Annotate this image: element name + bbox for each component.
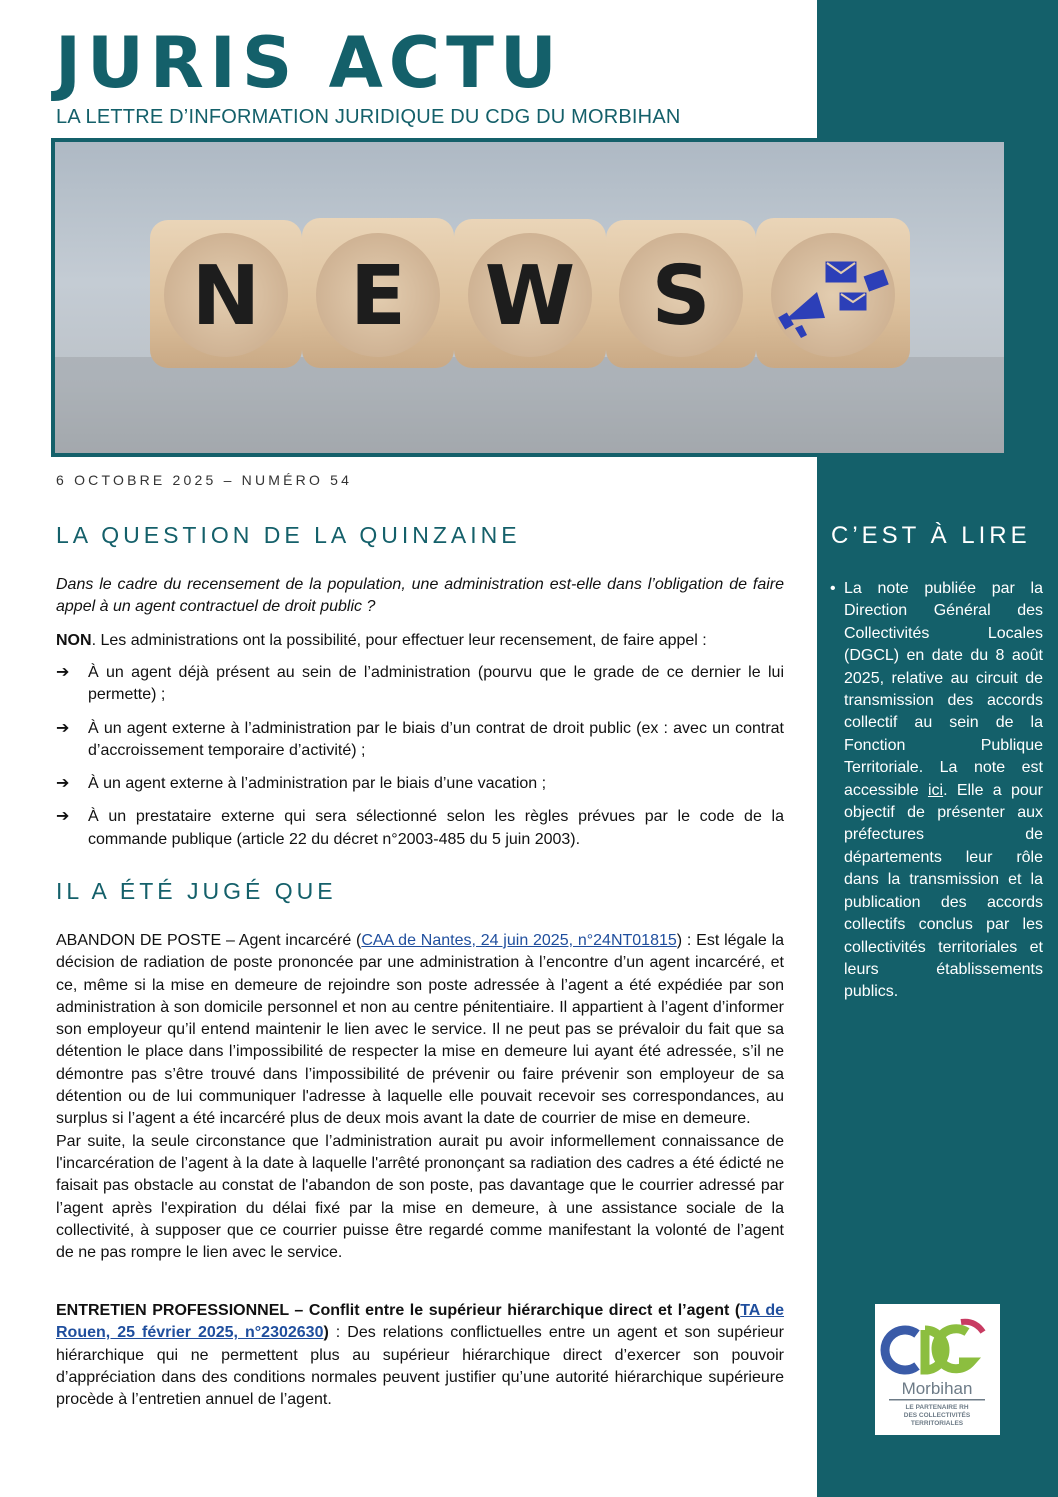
list-item bbox=[56, 806, 784, 851]
answer-rest: . Les administrations ont la possibilité, pour effectuer leur recensement, de faire appel : bbox=[91, 632, 707, 649]
wood-block-w bbox=[454, 219, 606, 368]
cdg-morbihan-logo bbox=[875, 1304, 1000, 1435]
bullet-icon: • bbox=[830, 580, 836, 597]
list-item-text: À un agent externe à l’administration par le biais d’un contrat de droit public (ex : avec un contrat d’accroissement temporaire d’activité) ; bbox=[88, 719, 784, 759]
answer-options-list bbox=[56, 662, 784, 862]
question-text bbox=[56, 574, 784, 619]
case2-body: : Des relations conflictuelles entre un agent et son supérieur hiérarchique qui ne permettent plus au supérieur hiérarchique direct d’exercer son pouvoir d’appréciation dans des conditions normales peuvent justifier qu’une autorité hiérarchique supérieure procède à l’entretien annuel de l’agent. bbox=[56, 1324, 784, 1409]
case1-decision-link[interactable]: CAA de Nantes, 24 juin 2025, n°24NT01815 bbox=[361, 932, 677, 949]
list-item bbox=[56, 773, 784, 795]
list-item bbox=[56, 662, 784, 707]
list-item-text: À un agent déjà présent au sein de l’administration (pourvu que le grade de ce dernier le lui permette) ; bbox=[88, 664, 784, 704]
sidebar-note-link[interactable]: ici bbox=[927, 781, 944, 799]
list-item-text: À un prestataire externe qui sera sélectionné selon les règles prévues par le code de la commande publique (article 22 du décret n°2003-485 du 5 juin 2003). bbox=[88, 808, 784, 848]
news-blocks-illustration bbox=[55, 142, 1004, 453]
block-letter: N bbox=[191, 249, 261, 344]
newsletter-subtitle: LA LETTRE D’INFORMATION JURIDIQUE DU CDG DU MORBIHAN bbox=[56, 106, 681, 128]
issue-dateline: 6 OCTOBRE 2025 – NUMÉRO 54 bbox=[56, 472, 353, 488]
case-abandon-de-poste bbox=[56, 930, 784, 1264]
arrow-right-icon: ➔ bbox=[56, 808, 70, 826]
question-paragraph: Dans le cadre du recensement de la population, une administration est-elle dans l’obligation de faire appel à un agent contractuel de droit public ? bbox=[56, 576, 784, 616]
sidebar-text: La note publiée par la Direction Général des Collectivités Locales (DGCL) en date du 8 août 2025, relative au circuit de transmission des accords collectif au sein de la Fonction Publique Territoriale. La note est accessible bbox=[844, 580, 1043, 799]
sidebar-list bbox=[828, 578, 1043, 1004]
arrow-right-icon: ➔ bbox=[56, 775, 70, 793]
wood-block-e bbox=[302, 218, 454, 368]
block-letter: W bbox=[484, 249, 576, 344]
block-letter: S bbox=[651, 249, 711, 344]
cdg-logo-mark bbox=[875, 1304, 1000, 1435]
wood-block-megaphone bbox=[756, 218, 910, 368]
case1-title-close: ) bbox=[676, 932, 683, 949]
arrow-right-icon: ➔ bbox=[56, 664, 70, 681]
list-item-text: À un agent externe à l’administration par le biais d’une vacation ; bbox=[88, 775, 547, 793]
judged-heading: IL A ÉTÉ JUGÉ QUE bbox=[56, 878, 337, 904]
question-heading: LA QUESTION DE LA QUINZAINE bbox=[56, 522, 521, 548]
sidebar-heading: C’EST À LIRE bbox=[831, 522, 1031, 549]
wood-block-s bbox=[606, 220, 756, 368]
block-letter: E bbox=[349, 249, 407, 344]
logo-tagline: DES COLLECTIVITÉS bbox=[903, 1412, 971, 1419]
logo-tagline: LE PARTENAIRE RH bbox=[905, 1404, 969, 1411]
newsletter-title: JURIS ACTU bbox=[55, 22, 563, 104]
wood-block-n bbox=[150, 220, 302, 368]
list-item bbox=[828, 578, 1043, 1004]
logo-tagline: TERRITORIALES bbox=[910, 1420, 964, 1427]
arrow-right-icon: ➔ bbox=[56, 719, 70, 737]
sidebar-text-continued: . Elle a pour objectif de présenter aux préfectures de départements leur rôle dans la transmission et la publication des accords collectifs conclus par les collectivités territoriales et leurs établissements publics. bbox=[844, 781, 1043, 1001]
case-entretien-professionnel bbox=[56, 1300, 784, 1411]
case2-paren-open: ( bbox=[734, 1302, 741, 1319]
hero-image bbox=[51, 138, 1004, 457]
case1-body: : Est légale la décision de radiation de poste prononcée par une administration à l’encontre d’un agent incarcéré, et ce, même si la mise en demeure de rejoindre son poste adressée à l’agent a été expédiée par son administration à son domicile personnel et non au centre pénitentiaire. Il appartient à l’agent d’informer son employeur qu’il entend maintenir le lien avec le service. Il ne peut pas se prévaloir du fait que sa détention le place dans l’impossibilité de respecter la mise en demeure lui ayant été adressée, s’il ne démontre pas s’être trouvé dans l’impossibilité de prévenir ou faire prévenir son employeur de sa détention ou de lui communiquer l'adresse à laquelle elle pouvait recevoir ses correspondances, au surplus si l’agent a été incarcéré plus de deux mois avant la date de courrier de mise en demeure. bbox=[56, 932, 785, 1128]
list-item bbox=[56, 718, 784, 763]
case1-body-continued: Par suite, la seule circonstance que l’administration aurait pu avoir informellement connaissance de l'incarcération de l’agent à la date à laquelle l'arrêté prononçant sa radiation des cadres a été édicté ne faisait pas obstacle au constat de l'abandon de son poste, pas davantage que le courrier adressé par l’agent après l'expiration du délai fixé par la mise en demeure, à une assistance sociale de la collectivité, à supposer que ce courrier puisse être regardé comme manifestant la volonté de l’agent de ne pas rompre le lien avec le service. bbox=[56, 1132, 784, 1262]
logo-name: Morbihan bbox=[901, 1379, 973, 1398]
answer-bold: NON bbox=[56, 632, 92, 649]
case2-paren-close: ) bbox=[323, 1324, 329, 1342]
case1-title: ABANDON DE POSTE – Agent incarcéré ( bbox=[56, 932, 362, 949]
case2-title: ENTRETIEN PROFESSIONNEL – Conflit entre le supérieur hiérarchique direct et l’agent bbox=[56, 1302, 730, 1319]
case2-decision-link[interactable]: TA de Rouen, 25 février 2025, n°2302630 bbox=[56, 1302, 785, 1342]
answer-text bbox=[56, 630, 784, 652]
